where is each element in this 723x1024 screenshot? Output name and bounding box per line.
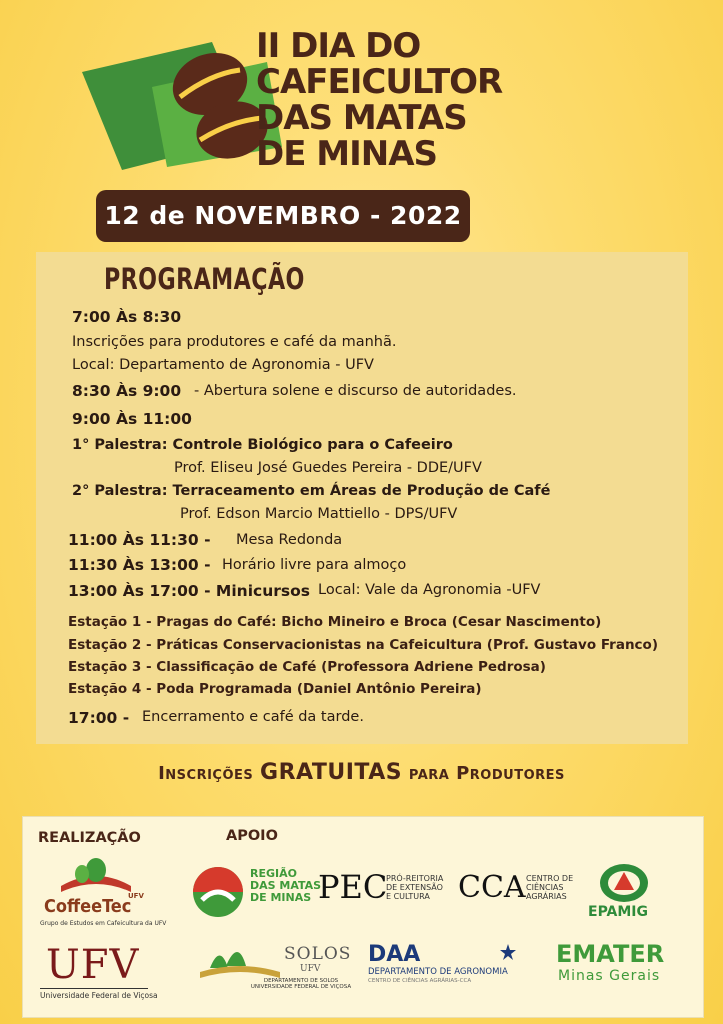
event-logo-graphic (82, 42, 282, 170)
regiao-matas-name (250, 868, 321, 904)
regiao-line-3: DE MINAS (250, 891, 312, 904)
regiao-matas-logo-icon (192, 866, 244, 918)
apoio-label: APOIO (226, 828, 278, 844)
solos-name: SOLOS (284, 944, 352, 964)
pec-sub-1: PRÓ-REITORIA (386, 874, 444, 883)
program-time-3: 9:00 Às 11:00 (72, 410, 192, 428)
ufv-subtitle: Universidade Federal de Viçosa (40, 991, 158, 1000)
program-time-6: 13:00 Às 17:00 - Minicursos (68, 582, 310, 600)
daa-subtitle-2: CENTRO DE CIÊNCIAS AGRÁRIAS-CCA (368, 978, 472, 984)
program-local-1: Local: Departamento de Agronomia - UFV (72, 357, 374, 373)
talk-2-speaker: Prof. Edson Marcio Mattiello - DPS/UFV (180, 506, 458, 522)
banner-part-2: GRATUITAS (260, 760, 403, 785)
realizacao-label: REALIZAÇÃO (38, 830, 141, 846)
solos-sub-2: UNIVERSIDADE FEDERAL DE VIÇOSA (250, 984, 352, 990)
banner-part-3: para Produtores (402, 763, 565, 784)
program-desc-7: Encerramento e café da tarde. (142, 709, 364, 725)
banner-part-1: Inscrições (158, 763, 261, 784)
epamig-name: EPAMIG (588, 904, 649, 920)
coffeetec-subtitle: Grupo de Estudos em Cafeicultura da UFV (40, 920, 167, 927)
epamig-logo-icon (598, 862, 650, 904)
program-desc-2: - Abertura solene e discurso de autoridades. (194, 383, 517, 399)
pec-logo: PEC (318, 868, 388, 906)
pec-subtitle (386, 874, 443, 901)
event-date: 12 de NOVEMBRO - 2022 (96, 190, 470, 242)
solos-sub-1: DEPARTAMENTO DE SOLOS (263, 978, 339, 984)
program-desc-6: Local: Vale da Agronomia -UFV (318, 582, 541, 598)
ufv-logo: UFV (46, 942, 140, 988)
event-title-line-2: CAFEICULTOR (256, 62, 503, 102)
station-item: Estação 4 - Poda Programada (Daniel Antônio Pereira) (68, 681, 482, 697)
program-time-7: 17:00 - (68, 709, 130, 727)
station-item: Estação 3 - Classificação de Café (Professora Adriene Pedrosa) (68, 659, 546, 675)
station-item: Estação 1 - Pragas do Café: Bicho Mineiro e Broca (Cesar Nascimento) (68, 614, 602, 630)
event-title-line-1: II DIA DO (256, 26, 421, 66)
daa-star-icon (500, 944, 516, 960)
emater-logo: EMATER (556, 940, 665, 968)
regiao-line-2: DAS MATAS (250, 879, 322, 892)
solos-ufv: UFV (300, 964, 321, 974)
event-title-line-4: DE MINAS (256, 134, 438, 174)
daa-subtitle: DEPARTAMENTO DE AGRONOMIA (368, 967, 508, 977)
cca-subtitle (526, 874, 573, 901)
pec-sub-2: DE EXTENSÃO (386, 883, 443, 892)
station-item: Estação 2 - Práticas Conservacionistas na Cafeicultura (Prof. Gustavo Franco) (68, 637, 658, 653)
talk-1-title: 1° Palestra: Controle Biológico para o Cafeeiro (72, 437, 453, 453)
talk-2-title: 2° Palestra: Terraceamento em Áreas de Produção de Café (72, 483, 551, 499)
program-desc-5: Horário livre para almoço (222, 557, 407, 573)
program-time-2: 8:30 Às 9:00 (72, 382, 182, 400)
program-time-1: 7:00 Às 8:30 (72, 308, 182, 326)
program-time-4: 11:00 Às 11:30 - (68, 531, 211, 549)
coffeetec-name: CoffeeTec (44, 896, 132, 917)
talk-1-speaker: Prof. Eliseu José Guedes Pereira - DDE/UFV (174, 460, 482, 476)
pec-sub-3: E CULTURA (386, 892, 430, 901)
cca-sub-3: AGRÁRIAS (526, 892, 567, 901)
cca-logo: CCA (458, 870, 526, 905)
coffeetec-logo-icon (56, 856, 136, 896)
event-title-line-3: DAS MATAS (256, 98, 467, 138)
regiao-line-1: REGIÃO (250, 867, 297, 880)
emater-subtitle: Minas Gerais (558, 968, 661, 984)
program-desc-1: Inscrições para produtores e café da manhã. (72, 334, 397, 350)
cca-sub-2: CIÊNCIAS (526, 883, 564, 892)
program-time-5: 11:30 Às 13:00 - (68, 556, 211, 574)
coffeetec-ufv: UFV (128, 892, 144, 900)
program-desc-4: Mesa Redonda (236, 532, 343, 548)
daa-logo: DAA (368, 942, 421, 967)
cca-sub-1: CENTRO DE (526, 874, 574, 883)
solos-subtitle (236, 978, 366, 990)
program-title: PROGRAMAÇÃO (104, 262, 305, 296)
free-registration-banner (0, 760, 723, 785)
